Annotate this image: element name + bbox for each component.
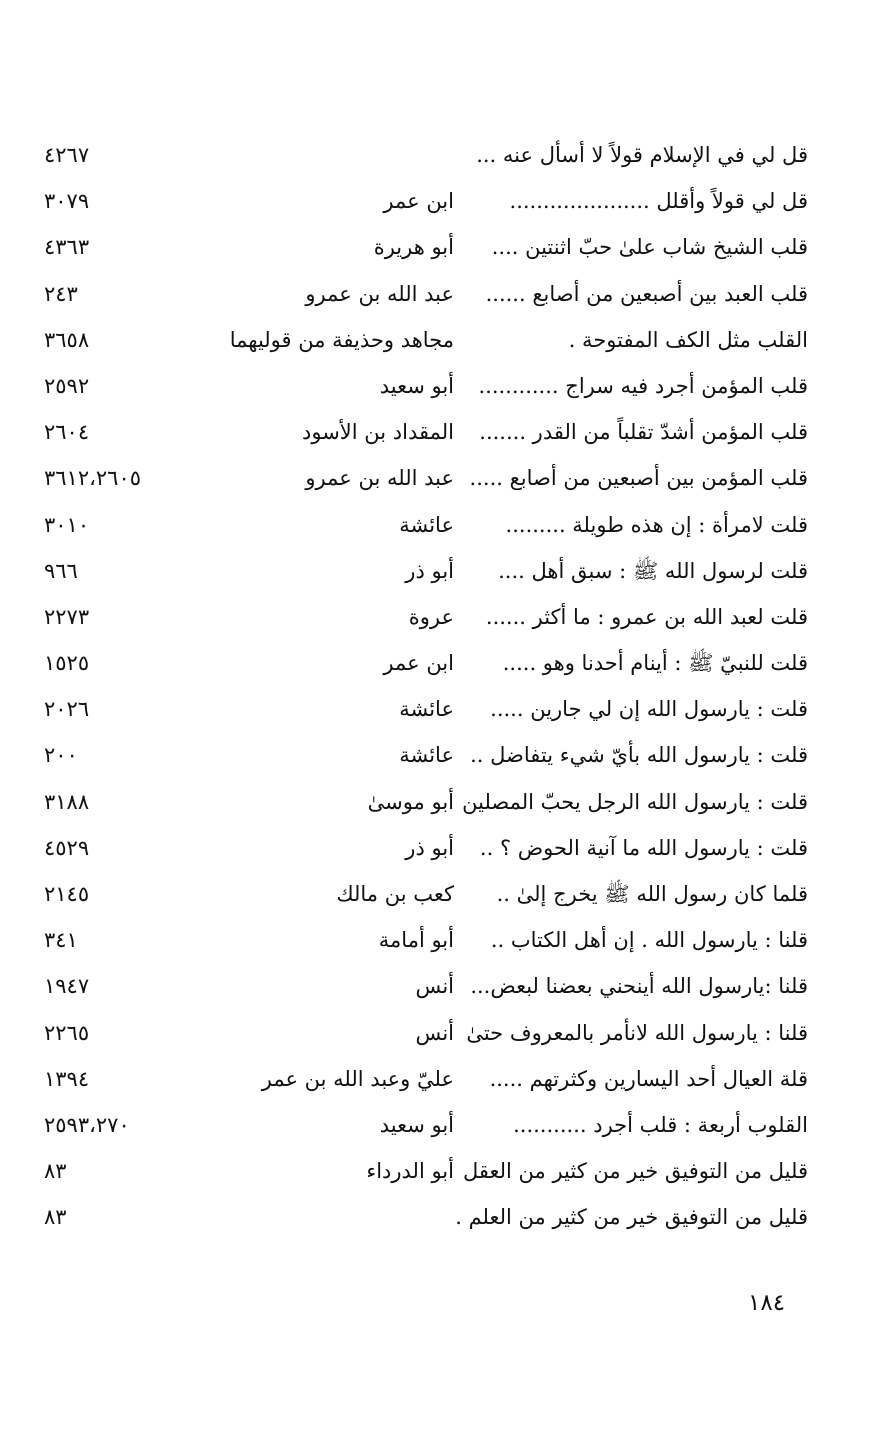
narrator-name: أبو ذر	[405, 558, 454, 583]
index-entry	[0, 132, 891, 178]
index-entry	[0, 640, 891, 686]
narrator-name: أبو سعيد	[379, 373, 454, 398]
index-entry	[0, 871, 891, 917]
index-entry	[0, 1102, 891, 1148]
hadith-number: ٢٥٩٣،٢٧٠	[44, 1112, 130, 1137]
index-entry	[0, 317, 891, 363]
hadith-opening-text: قل لي قولاً وأقلل .....................	[509, 189, 808, 214]
hadith-number: ٤٥٢٩	[44, 835, 90, 860]
narrator-name: أنس	[415, 974, 454, 999]
hadith-opening-text: قلت لامرأة : إن هذه طويلة .........	[505, 512, 808, 537]
narrator-name: أنس	[415, 1020, 454, 1045]
hadith-number: ٩٦٦	[44, 558, 78, 583]
hadith-number: ٣٦١٢،٢٦٠٥	[44, 466, 142, 491]
hadith-number: ٨٣	[44, 1205, 67, 1230]
hadith-number: ٣٠١٠	[44, 512, 90, 537]
hadith-number: ٢٠٢٦	[44, 697, 90, 722]
hadith-number: ٢٢٧٣	[44, 604, 90, 629]
narrator-name: ابن عمر	[383, 189, 454, 214]
hadith-opening-text: قلب المؤمن بين أصبعين من أصابع .....	[469, 466, 808, 491]
hadith-opening-text: قلب المؤمن أشدّ تقلباً من القدر .......	[479, 420, 808, 445]
narrator-name: عائشة	[399, 697, 454, 722]
hadith-number: ٨٣	[44, 1159, 67, 1184]
index-entry	[0, 1056, 891, 1102]
hadith-opening-text: قلنا : يارسول الله لانأمر بالمعروف حتىٰ	[466, 1020, 808, 1045]
narrator-name: أبو هريرة	[373, 235, 454, 260]
index-entry	[0, 409, 891, 455]
narrator-name: كعب بن مالك	[336, 882, 454, 906]
hadith-opening-text: قل لي في الإسلام قولاً لا أسأل عنه ...	[476, 143, 808, 167]
index-entry	[0, 732, 891, 778]
hadith-opening-text: قلت للنبيّ ﷺ : أينام أحدنا وهو .....	[502, 651, 808, 676]
hadith-opening-text: قلت : يارسول الله بأيّ شيء يتفاضل ..	[470, 743, 808, 768]
index-entry	[0, 363, 891, 409]
hadith-opening-text: قلب الشيخ شاب علىٰ حبّ اثنتين ....	[491, 235, 808, 260]
index-entry	[0, 1148, 891, 1194]
hadith-opening-text: قلت لرسول الله ﷺ : سبق أهل ....	[498, 558, 808, 583]
narrator-name: عليّ وعبد الله بن عمر	[261, 1066, 454, 1091]
index-entry	[0, 271, 891, 317]
hadith-index-list	[0, 132, 891, 1241]
narrator-name: أبو سعيد	[379, 1112, 454, 1137]
hadith-opening-text: قلت لعبد الله بن عمرو : ما أكثر ......	[485, 604, 808, 629]
hadith-opening-text: قلت : يارسول الله إن لي جارين .....	[490, 697, 808, 722]
narrator-name: عائشة	[399, 512, 454, 537]
hadith-number: ١٩٤٧	[44, 974, 90, 999]
index-entry	[0, 1010, 891, 1056]
hadith-opening-text: قلما كان رسول الله ﷺ يخرج إلىٰ ..	[496, 882, 808, 906]
narrator-name: عائشة	[399, 743, 454, 768]
hadith-opening-text: قلنا : يارسول الله . إن أهل الكتاب ..	[490, 928, 808, 953]
hadith-number: ٢٦٠٤	[44, 420, 90, 445]
hadith-number: ٣١٨٨	[44, 789, 90, 814]
hadith-opening-text: قلت : يارسول الله الرجل يحبّ المصلين	[462, 789, 808, 814]
index-entry	[0, 686, 891, 732]
narrator-name: أبو ذر	[405, 835, 454, 860]
hadith-number: ١٥٢٥	[44, 651, 90, 676]
hadith-opening-text: قلب العبد بين أصبعين من أصابع ......	[485, 281, 808, 306]
hadith-opening-text: قليل من التوفيق خير من كثير من العقل	[462, 1159, 808, 1184]
index-entry	[0, 178, 891, 224]
index-entry	[0, 779, 891, 825]
hadith-number: ٤٣٦٣	[44, 235, 90, 260]
hadith-number: ٤٢٦٧	[44, 143, 90, 167]
index-entry	[0, 917, 891, 963]
narrator-name: أبو أمامة	[378, 928, 454, 953]
narrator-name: أبو الدرداء	[366, 1159, 454, 1184]
index-entry	[0, 825, 891, 871]
page-number: ١٨٤	[748, 1290, 786, 1316]
narrator-name: المقداد بن الأسود	[302, 420, 454, 445]
index-entry	[0, 963, 891, 1009]
hadith-opening-text: قلت : يارسول الله ما آنية الحوض ؟ ..	[479, 835, 808, 860]
hadith-number: ٣٦٥٨	[44, 327, 90, 352]
narrator-name: ابن عمر	[383, 651, 454, 676]
hadith-number: ١٣٩٤	[44, 1066, 90, 1091]
index-entry	[0, 455, 891, 501]
hadith-opening-text: قليل من التوفيق خير من كثير من العلم .	[455, 1205, 808, 1230]
hadith-number: ٢٠٠	[44, 743, 78, 768]
narrator-name: أبو موسىٰ	[367, 789, 454, 814]
hadith-number: ٢٥٩٢	[44, 373, 90, 398]
hadith-number: ٣٤١	[44, 928, 78, 953]
hadith-number: ٣٠٧٩	[44, 189, 90, 214]
index-entry	[0, 548, 891, 594]
index-entry	[0, 502, 891, 548]
narrator-name: عبد الله بن عمرو	[305, 281, 454, 306]
narrator-name: مجاهد وحذيفة من قوليهما	[229, 327, 454, 352]
hadith-number: ٢٤٣	[44, 281, 78, 306]
hadith-number: ٢٢٦٥	[44, 1020, 90, 1045]
narrator-name: عروة	[408, 604, 454, 629]
hadith-number: ٢١٤٥	[44, 882, 90, 906]
hadith-opening-text: قلب المؤمن أجرد فيه سراج ............	[478, 373, 808, 398]
hadith-opening-text: القلوب أربعة : قلب أجرد ...........	[513, 1112, 808, 1137]
hadith-opening-text: القلب مثل الكف المفتوحة .	[568, 327, 808, 352]
hadith-opening-text: قلة العيال أحد اليسارين وكثرتهم .....	[489, 1066, 808, 1091]
index-entry	[0, 1194, 891, 1240]
index-entry	[0, 594, 891, 640]
index-entry	[0, 224, 891, 270]
narrator-name: عبد الله بن عمرو	[305, 466, 454, 491]
hadith-opening-text: قلنا :يارسول الله أينحني بعضنا لبعض...	[470, 974, 808, 999]
